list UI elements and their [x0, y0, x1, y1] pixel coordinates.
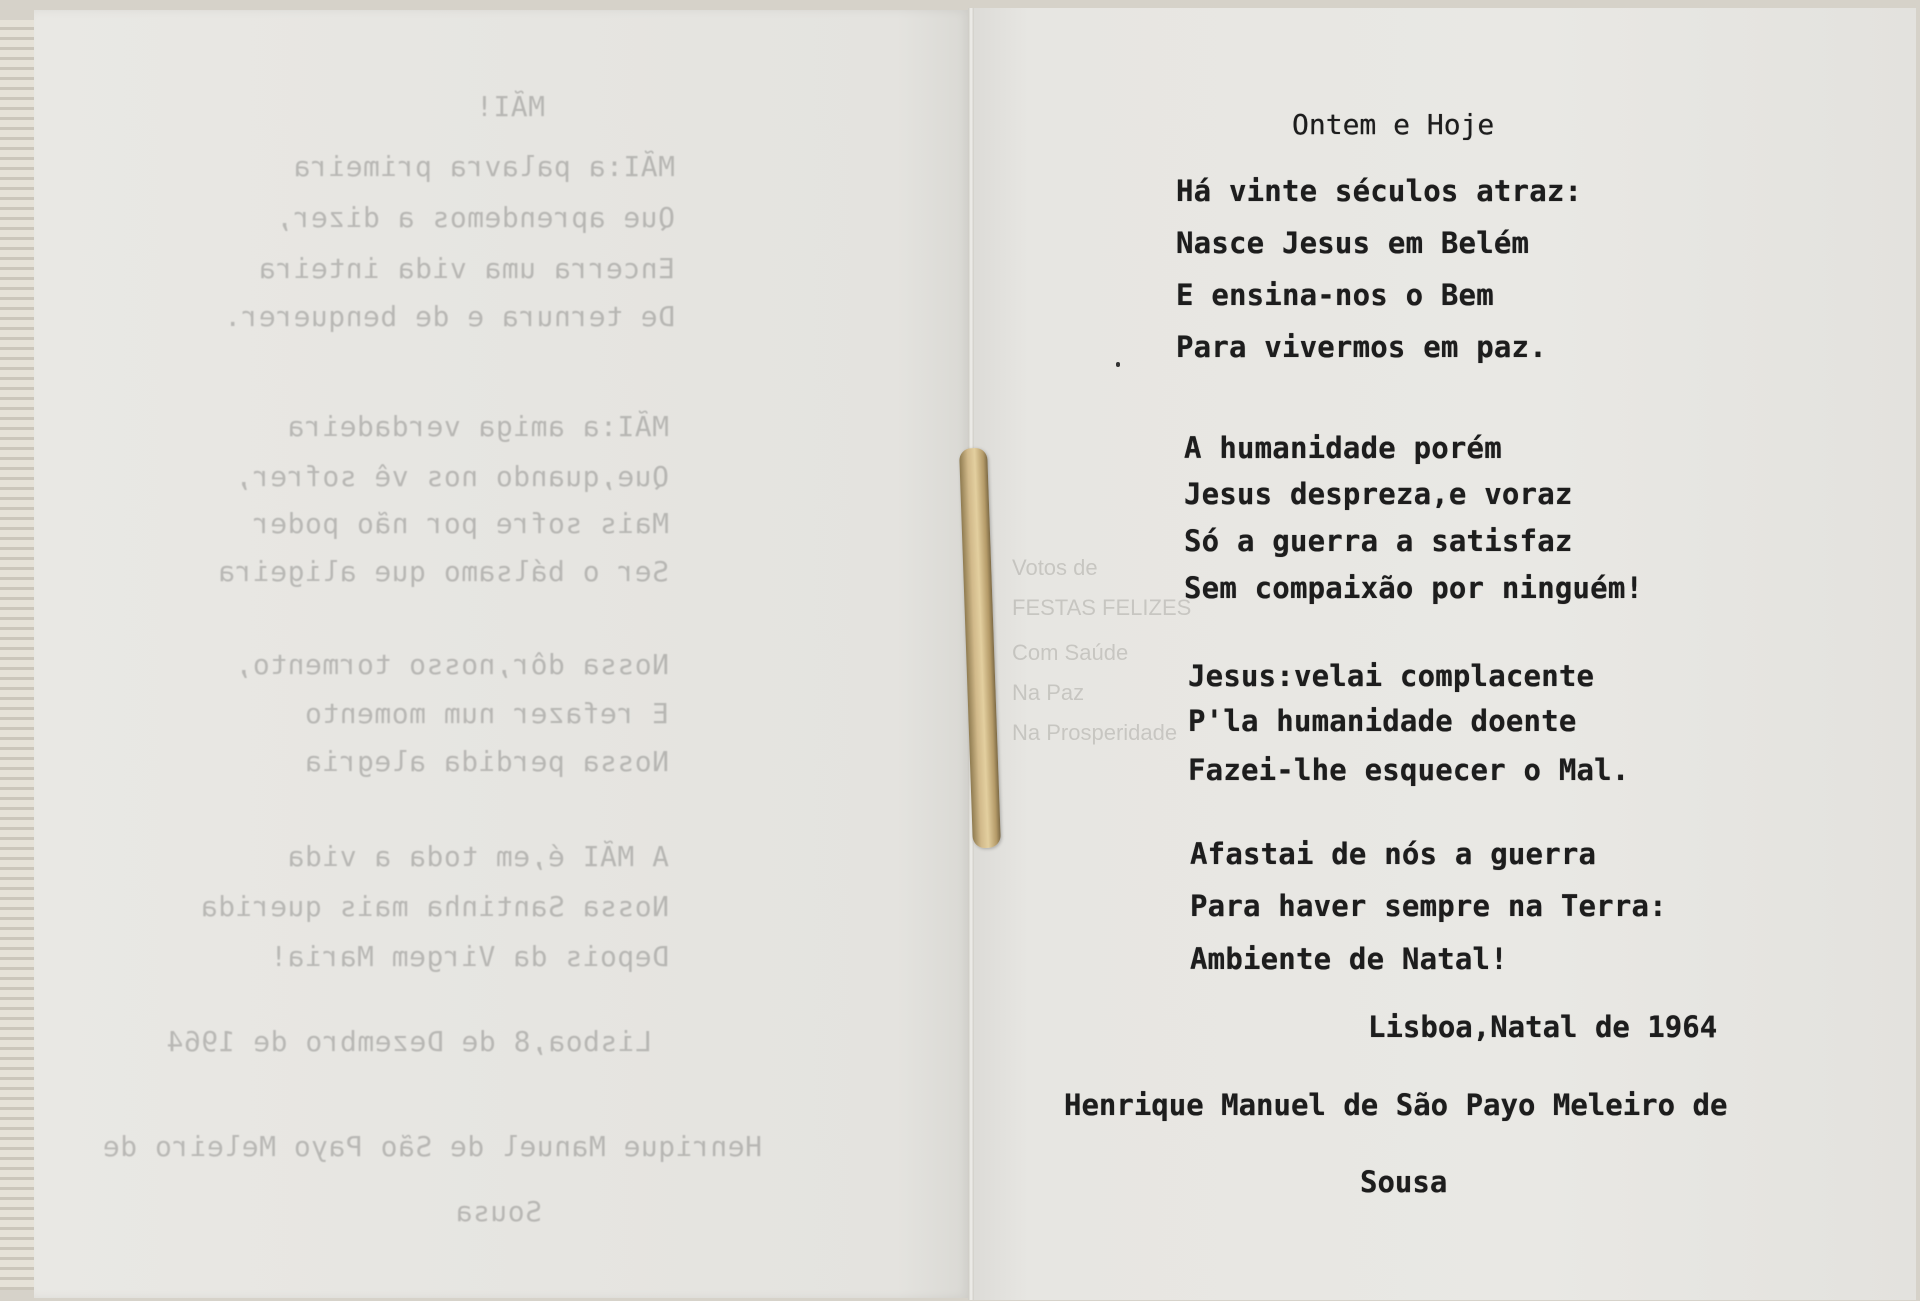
- poem-line: Só a guerra a satisfaz: [1184, 524, 1573, 558]
- bleed-line: Encerra uma vida inteira: [258, 252, 675, 285]
- ink-speck: [1116, 362, 1120, 367]
- bleed-place-date: Lisboa,8 de Dezembro de 1964: [165, 1025, 652, 1058]
- faint-card-line: Na Prosperidade: [1012, 720, 1178, 745]
- bleed-line: MÃI:a palavra primeira: [293, 150, 675, 183]
- poem-line: A humanidade porém: [1184, 431, 1502, 465]
- faint-card-line: Na Paz: [1012, 680, 1085, 705]
- poem-line: Sem compaixão por ninguém!: [1184, 571, 1644, 605]
- booklet-edge: [0, 20, 38, 1290]
- bleed-line: Que aprendemos a dizer,: [275, 201, 675, 234]
- faint-card-line: FESTAS FELIZES: [1012, 595, 1192, 620]
- bleed-line: Mais sofre por não poder: [252, 507, 669, 540]
- place-date: Lisboa,Natal de 1964: [1368, 1010, 1718, 1044]
- poem-line: Para vivermos em paz.: [1176, 330, 1547, 364]
- bleed-title: MÃI!: [475, 90, 545, 123]
- poem-title: Ontem e Hoje: [1292, 108, 1495, 141]
- bleed-line: De ternura e de benquerer.: [223, 300, 675, 333]
- poem-line: Jesus:velai complacente: [1188, 659, 1595, 693]
- bleed-author-line2: Sousa: [455, 1195, 542, 1228]
- bleed-line: Nossa perdida alegria: [304, 745, 669, 778]
- poem-line: Nasce Jesus em Belém: [1176, 226, 1530, 260]
- bleed-line: Nossa dôr,nosso tormento,: [235, 648, 669, 681]
- bleed-line: A MÃI é,em toda a vida: [287, 840, 669, 873]
- poem-line: P'la humanidade doente: [1188, 704, 1577, 738]
- bleed-line: Que,quando nos vê sofrer,: [235, 460, 669, 493]
- poem-line: Jesus despreza,e voraz: [1184, 477, 1573, 511]
- faint-card-line: Com Saúde: [1012, 640, 1129, 665]
- bleed-line: Ser o bálsamo que aligeira: [217, 555, 669, 588]
- bleed-line: E refazer num momento: [304, 697, 669, 730]
- bleed-line: Depois da Virgem Maria!: [269, 940, 669, 973]
- author-name-line1: Henrique Manuel de São Payo Meleiro de: [1064, 1088, 1728, 1122]
- author-name-line2: Sousa: [1360, 1165, 1448, 1199]
- poem-line: Ambiente de Natal!: [1190, 942, 1508, 976]
- faint-card-line: Votos de: [1012, 555, 1098, 580]
- poem-line: E ensina-nos o Bem: [1176, 278, 1494, 312]
- bleed-line: MÃI:a amiga verdadeira: [287, 410, 669, 443]
- poem-line: Afastai de nós a guerra: [1190, 837, 1597, 871]
- poem-line: Há vinte séculos atraz:: [1176, 174, 1583, 208]
- left-page-bleedthrough-text: [34, 10, 972, 1298]
- poem-line: Fazei-lhe esquecer o Mal.: [1188, 753, 1630, 787]
- poem-line: Para haver sempre na Terra:: [1190, 889, 1667, 923]
- bleed-author-line1: Henrique Manuel de São Payo Meleiro de: [102, 1130, 762, 1163]
- bleed-line: Nossa Santinha mais querida: [200, 890, 669, 923]
